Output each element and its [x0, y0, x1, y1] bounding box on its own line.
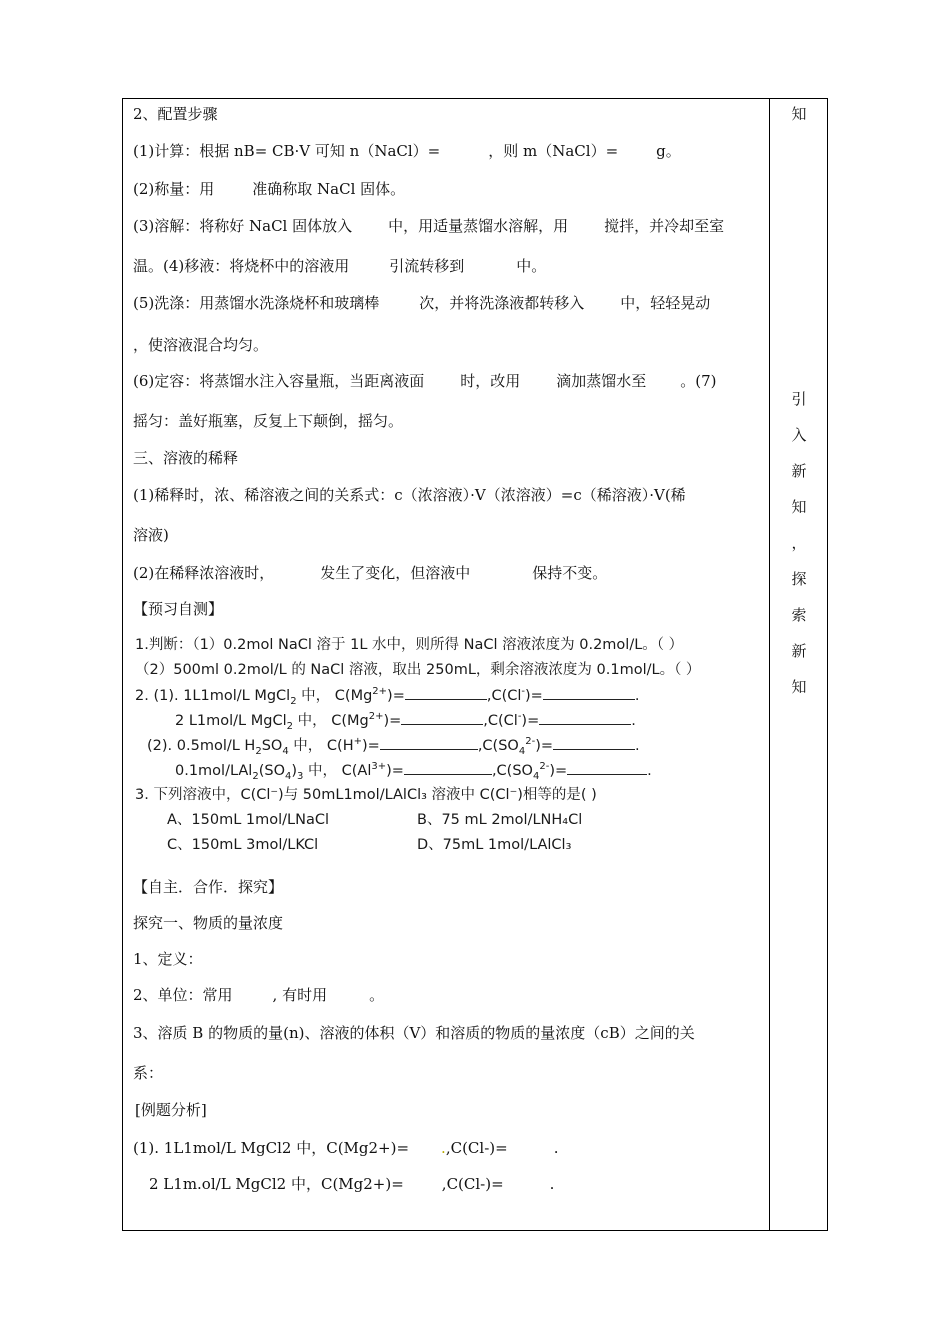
side-note-column: [770, 99, 828, 1230]
definition: 1、定义：: [133, 950, 203, 968]
answer-blank[interactable]: [380, 735, 478, 750]
choice-a: A、150mL 1mol/LNaCl: [167, 812, 330, 828]
calc-q2b-t8: .: [647, 763, 652, 779]
relation-cont: 系：: [133, 1064, 164, 1082]
calc-q2a-t3: 中， C(H: [288, 738, 354, 754]
judge-q1: 1.判断：（1）0.2mol NaCl 溶于 1L 水中，则所得 NaCl 溶液浓度为 0.2mol/L。（ ）: [135, 637, 684, 653]
step-volume-text-d: 。(7): [680, 372, 717, 390]
example-heading: [例题分析]: [135, 1101, 207, 1119]
step-transfer-text-c: 中。: [516, 257, 547, 275]
step-dissolve: [133, 216, 724, 236]
example-1-text-a: (1). 1L1mol/L MgCl2 中，C(Mg2+)=: [133, 1139, 410, 1157]
calc-q2a-t5: ,C(SO: [477, 738, 519, 754]
calc-q2b-sub1: 2: [252, 770, 259, 782]
calc-q2a: [147, 735, 640, 756]
side-char-3: 新: [791, 462, 807, 480]
calc-q1b-t5: )=: [521, 713, 540, 729]
calc-q1a-sub: 2: [290, 695, 297, 707]
heading-explore: 【自主．合作．探究】: [133, 878, 284, 896]
side-char-8: 新: [791, 642, 807, 660]
answer-blank[interactable]: [401, 710, 483, 725]
calc-q1b-t1: 2 L1mol/L MgCl: [175, 713, 287, 729]
choice-question: 3. 下列溶液中，C(Cl⁻)与 50mL1mol/LAlCl₃ 溶液中 C(Cl⁻)相等的是( ): [135, 787, 597, 803]
step-volume-text-a: (6)定容：将蒸馏水注入容量瓶，当距离液面: [133, 372, 425, 390]
step-calc-text-b: ，则 m（NaCl）=: [488, 142, 619, 160]
example-1-text-d: .: [553, 1139, 559, 1157]
dilution-note-text-c: 保持不变。: [532, 564, 608, 582]
judge-q2: （2）500ml 0.2mol/L 的 NaCl 溶液，取出 250mL，剩余溶液浓度为 0.1mol/L。（ ）: [135, 662, 701, 678]
calc-q2a-t6: )=: [535, 738, 553, 754]
calc-q2b-t6: ,C(SO: [491, 763, 533, 779]
calc-q1b-sup2: -: [517, 711, 522, 723]
unit-text-b: , 有时用: [272, 986, 328, 1004]
dilution-formula-cont: 溶液): [133, 526, 169, 544]
calc-q2a-t4: )=: [362, 738, 380, 754]
calc-q2a-t7: .: [635, 738, 640, 754]
example-2-text-c: .: [549, 1175, 555, 1193]
calc-q1b-sub: 2: [286, 720, 293, 732]
answer-blank[interactable]: [404, 760, 492, 775]
dilution-formula: (1)稀释时，浓、稀溶液之间的关系式：c（浓溶液）·V（浓溶液）=c（稀溶液）·V(稀: [133, 486, 686, 504]
step-calc: [133, 141, 681, 161]
calc-q1a-t6: .: [634, 688, 640, 704]
step-wash-text-b: 次，并将洗涤液都转移入: [419, 294, 585, 312]
step-volume-text-c: 滴加蒸馏水至: [556, 372, 647, 390]
step-shake: 摇匀：盖好瓶塞，反复上下颠倒，摇匀。: [133, 412, 404, 430]
unit-text-a: 2、单位：常用: [133, 986, 233, 1004]
dilution-note: [133, 563, 607, 583]
example-2-text-b: ,C(Cl-)=: [441, 1175, 504, 1193]
calc-q2b-sub4: 4: [532, 770, 540, 782]
calc-q2b: [175, 760, 652, 781]
choice-c: C、150mL 3mol/LKCl: [167, 837, 319, 853]
step-wash-text-a: (5)洗涤：用蒸馏水洗涤烧杯和玻璃棒: [133, 294, 380, 312]
example-1: [133, 1138, 558, 1158]
step-weigh-text-a: (2)称量：用: [133, 180, 215, 198]
calc-q1b-t2: 中， C(Mg: [292, 713, 369, 729]
explore-one: 探究一、物质的量浓度: [133, 914, 284, 932]
step-wash-cont: ，使溶液混合均匀。: [133, 336, 269, 354]
side-char-5: ，: [791, 534, 807, 552]
calc-q2b-sup2: 2-: [539, 761, 550, 773]
example-1-dot: .: [441, 1139, 446, 1157]
heading-dilution: 三、溶液的稀释: [133, 449, 239, 467]
calc-q1a-sup: 2+: [372, 686, 388, 698]
calc-q1b-t3: )=: [383, 713, 402, 729]
heading-preview-test: 【预习自测】: [133, 600, 224, 618]
calc-q2a-sub1: 2: [255, 745, 262, 757]
side-char-2: 入: [791, 426, 807, 444]
unit: [133, 985, 384, 1005]
calc-q1b-t4: ,C(Cl: [483, 713, 518, 729]
example-2-text-a: 2 L1m.ol/L MgCl2 中，C(Mg2+)=: [149, 1175, 404, 1193]
step-weigh-text-b: 准确称取 NaCl 固体。: [252, 180, 406, 198]
step-dissolve-text-b: 中，用适量蒸馏水溶解，用: [388, 217, 569, 235]
side-char-7: 索: [791, 606, 807, 624]
step-transfer-text-a: 温。(4)移液：将烧杯中的溶液用: [133, 257, 350, 275]
answer-blank[interactable]: [553, 735, 635, 750]
step-transfer-text-b: 引流转移到: [389, 257, 465, 275]
calc-q1b-sup: 2+: [368, 711, 384, 723]
calc-q1a-t1: 2. (1). 1L1mol/L MgCl: [135, 688, 291, 704]
calc-q2b-t7: )=: [549, 763, 568, 779]
calc-q2a-t2: SO: [261, 738, 283, 754]
side-note-top: 知: [791, 105, 807, 123]
step-volume: [133, 371, 717, 391]
calc-q1a-t2: 中， C(Mg: [296, 688, 373, 704]
unit-text-c: 。: [369, 986, 385, 1004]
answer-blank[interactable]: [539, 710, 631, 725]
calc-q2a-sub3: 4: [518, 745, 526, 757]
calc-q2b-t1: 0.1mol/LAl: [175, 763, 253, 779]
calc-q2b-sub2: 4: [285, 770, 292, 782]
choice-b: B、75 mL 2mol/LNH₄Cl: [417, 812, 583, 828]
example-2: [149, 1174, 554, 1194]
dilution-note-text-a: (2)在稀释浓溶液时，: [133, 564, 275, 582]
step-calc-text-a: (1)计算：根据 nB= CB·V 可知 n（NaCl）=: [133, 142, 441, 160]
step-dissolve-text-c: 搅拌，并冷却至室: [604, 217, 725, 235]
calc-q1b: [175, 710, 636, 731]
answer-blank[interactable]: [567, 760, 647, 775]
step-dissolve-text-a: (3)溶解：将称好 NaCl 固体放入: [133, 217, 353, 235]
answer-blank[interactable]: [543, 685, 635, 700]
lesson-table: [122, 98, 828, 1231]
side-char-1: 引: [791, 390, 807, 408]
step-calc-text-c: g。: [656, 142, 681, 160]
heading-config-steps: 2、配置步骤: [133, 105, 218, 123]
calc-q1a-t5: )=: [525, 688, 543, 704]
step-transfer: [133, 256, 546, 276]
calc-q2b-t2: (SO: [258, 763, 285, 779]
side-char-6: 探: [791, 570, 807, 588]
calc-q2a-sup2: 2-: [525, 736, 536, 748]
calc-q1a-t4: ,C(Cl: [486, 688, 522, 704]
calc-q2b-t3: ): [291, 763, 298, 779]
step-wash: [133, 293, 710, 313]
calc-q2b-t4: 中， C(Al: [303, 763, 372, 779]
calc-q2a-sub2: 4: [282, 745, 289, 757]
step-wash-text-c: 中，轻轻晃动: [620, 294, 711, 312]
calc-q2b-sub3: 3: [297, 770, 304, 782]
side-char-4: 知: [791, 498, 807, 516]
calc-q1a-sup2: -: [521, 686, 526, 698]
calc-q2b-t5: )=: [386, 763, 404, 779]
relation: 3、溶质 B 的物质的量(n)、溶液的体积（V）和溶质的物质的量浓度（cB）之间的关: [133, 1024, 695, 1042]
choice-d: D、75mL 1mol/LAlCl₃: [417, 837, 572, 853]
calc-q1a: [135, 685, 639, 706]
calc-q1a-t3: )=: [387, 688, 405, 704]
example-1-text-c: ,C(Cl-)=: [445, 1139, 508, 1157]
step-weigh: [133, 179, 405, 199]
calc-q2b-sup1: 3+: [371, 761, 387, 773]
calc-q2a-sup1: +: [353, 736, 362, 748]
side-char-9: 知: [791, 678, 807, 696]
calc-q1b-t6: .: [631, 713, 636, 729]
main-content-column: [123, 99, 769, 1230]
step-volume-text-b: 时，改用: [460, 372, 521, 390]
dilution-note-text-b: 发生了变化，但溶液中: [320, 564, 471, 582]
calc-q2a-t1: (2). 0.5mol/L H: [147, 738, 256, 754]
answer-blank[interactable]: [405, 685, 487, 700]
